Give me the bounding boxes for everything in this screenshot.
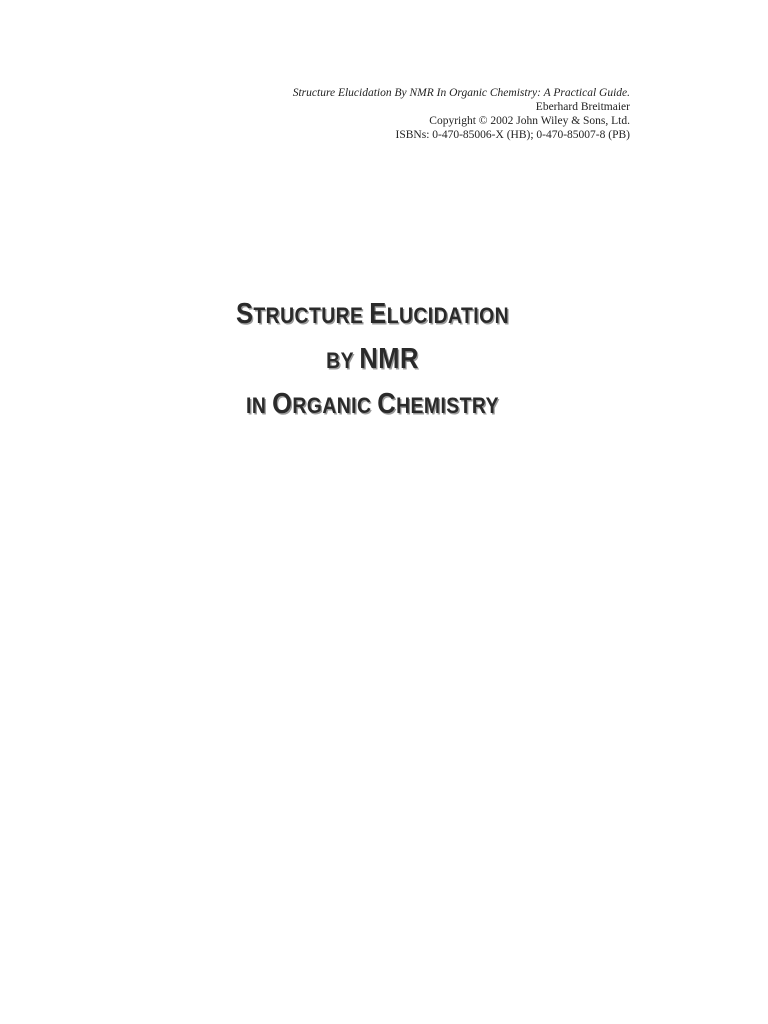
author-line: Eberhard Breitmaier: [535, 101, 630, 113]
copyright-line: Copyright © 2002 John Wiley & Sons, Ltd.: [429, 115, 630, 127]
isbn-line: ISBNs: 0-470-85006-X (HB); 0-470-85007-8 (PB): [395, 129, 630, 141]
title-part: S: [235, 298, 254, 330]
title-part: NMR: [359, 343, 419, 375]
title-part: RGANIC: [292, 393, 378, 418]
book-title-line: Structure Elucidation By NMR In Organic Chemistry: A Practical Guide.: [292, 87, 630, 99]
title-part: LUCIDATION: [386, 303, 510, 328]
title-part: IN: [246, 393, 273, 418]
bibliographic-header: [293, 86, 630, 142]
title-part: E: [369, 298, 387, 330]
title-line-2: [45, 337, 701, 382]
title-line-3: [45, 382, 701, 427]
title-part: O: [272, 388, 293, 420]
title-part: BY: [326, 348, 360, 373]
title-part: C: [377, 388, 397, 420]
title-part: HEMISTRY: [396, 393, 499, 418]
title-part: TRUCTURE: [253, 303, 370, 328]
book-title: [0, 292, 745, 427]
title-line-1: [45, 292, 701, 337]
